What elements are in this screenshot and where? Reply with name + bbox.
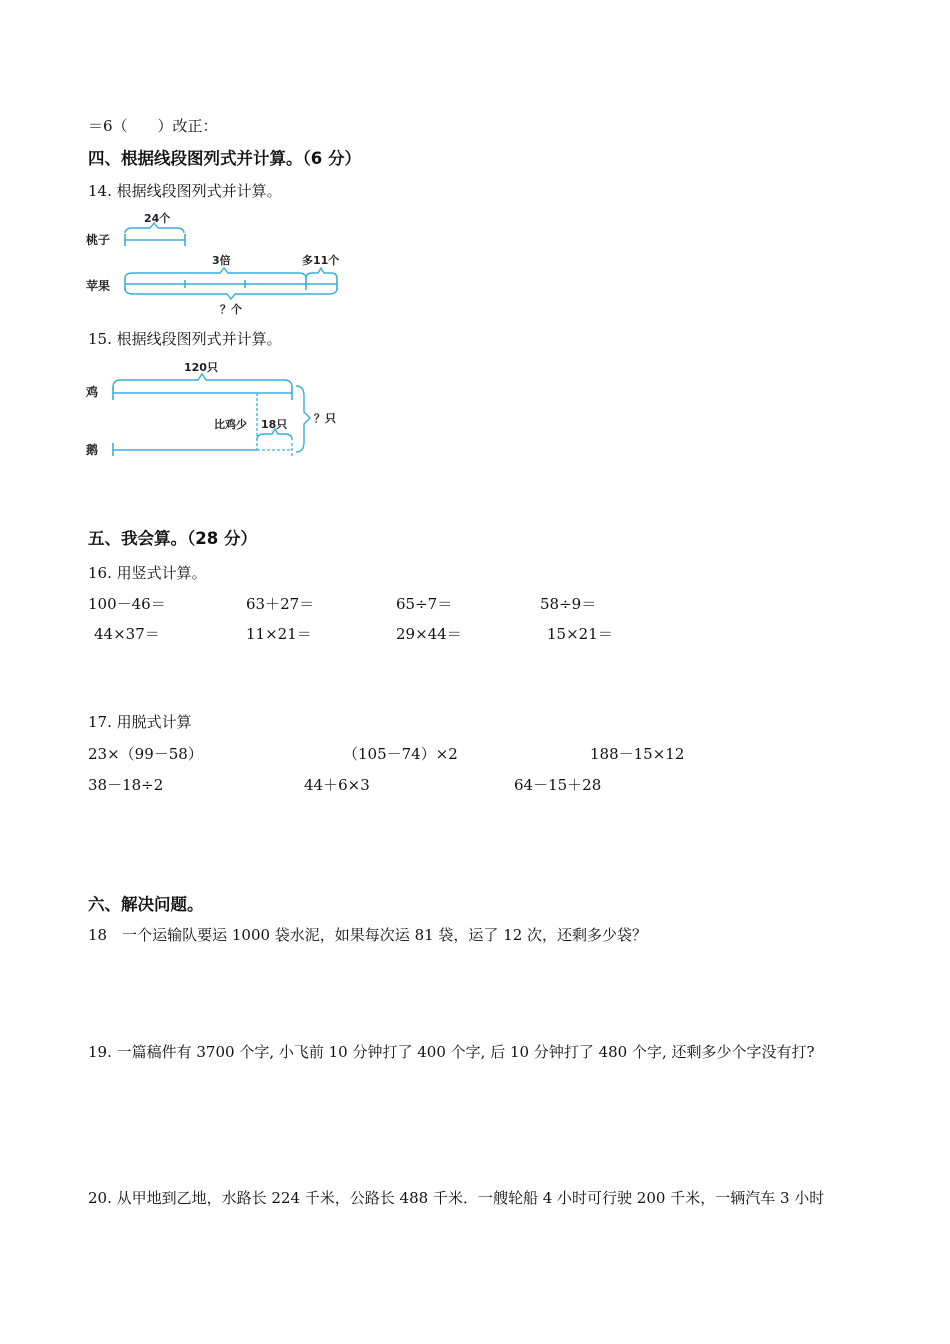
apple-total-label: ？个 [220,303,242,316]
correction-line: ＝6（ ）改正： [88,117,218,135]
q14-segment-diagram [84,206,354,318]
question-17-text: 17. 用脱式计算 [88,713,192,731]
apple-label: 苹果 [86,279,111,293]
peach-count-label: 24个 [144,212,171,225]
chicken-label: 鸡 [86,385,99,399]
times-label: 3倍 [212,254,231,267]
q16-expr-3: 65÷7＝ [396,595,453,613]
q16-expr-8: 15×21＝ [547,625,613,643]
q16-expr-1: 100－46＝ [88,595,166,613]
more-brace [306,268,337,278]
section-6-title: 六、解决问题。 [88,895,204,914]
times-brace [125,268,306,278]
q16-expr-7: 29×44＝ [396,625,462,643]
question-18-text: 18 一个运输队要运 1000 袋水泥，如果每次运 81 袋，运了 12 次，还剩多少袋？ [88,926,648,944]
peach-top-brace [125,223,184,233]
section-5-title: 五、我会算。（28 分） [88,529,257,548]
more-label: 多11个 [302,254,340,267]
peach-label: 桃子 [86,233,111,247]
q17-expr-5: 44＋6×3 [304,776,370,794]
less-label: 比鸡少 [214,418,247,431]
q15-segment-diagram [84,356,354,460]
goose-label: 鹅 [86,443,99,457]
question-14-text: 14. 根据线段图列式并计算。 [88,182,282,200]
q17-expr-2: （105－74）×2 [343,745,458,763]
less-count-label: 18只 [261,418,288,431]
section-4-title: 四、根据线段图列式并计算。（6 分） [88,149,361,168]
goose-total-label: ？只 [314,412,336,425]
question-19-text: 19. 一篇稿件有 3700 个字, 小飞前 10 分钟打了 400 个字, 后 10 分钟打了 480 个字, 还剩多少个字没有打? [88,1043,815,1061]
question-15-text: 15. 根据线段图列式并计算。 [88,330,282,348]
q16-expr-6: 11×21＝ [246,625,312,643]
q16-expr-2: 63＋27＝ [246,595,315,613]
q17-expr-4: 38－18÷2 [88,776,164,794]
q16-expr-5: 44×37＝ [94,625,160,643]
chicken-top-brace [113,374,292,387]
chicken-count-label: 120只 [184,361,218,374]
q17-expr-3: 188－15×12 [590,745,685,763]
question-16-text: 16. 用竖式计算。 [88,564,207,582]
q17-expr-6: 64－15＋28 [514,776,602,794]
q17-expr-1: 23×（99－58） [88,745,203,763]
q16-expr-4: 58÷9＝ [540,595,597,613]
question-20-text: 20. 从甲地到乙地，水路长 224 千米，公路长 488 千米．一艘轮船 4 小时可行驶 200 千米，一辆汽车 3 小时 [88,1189,825,1207]
total-right-brace [296,386,310,452]
